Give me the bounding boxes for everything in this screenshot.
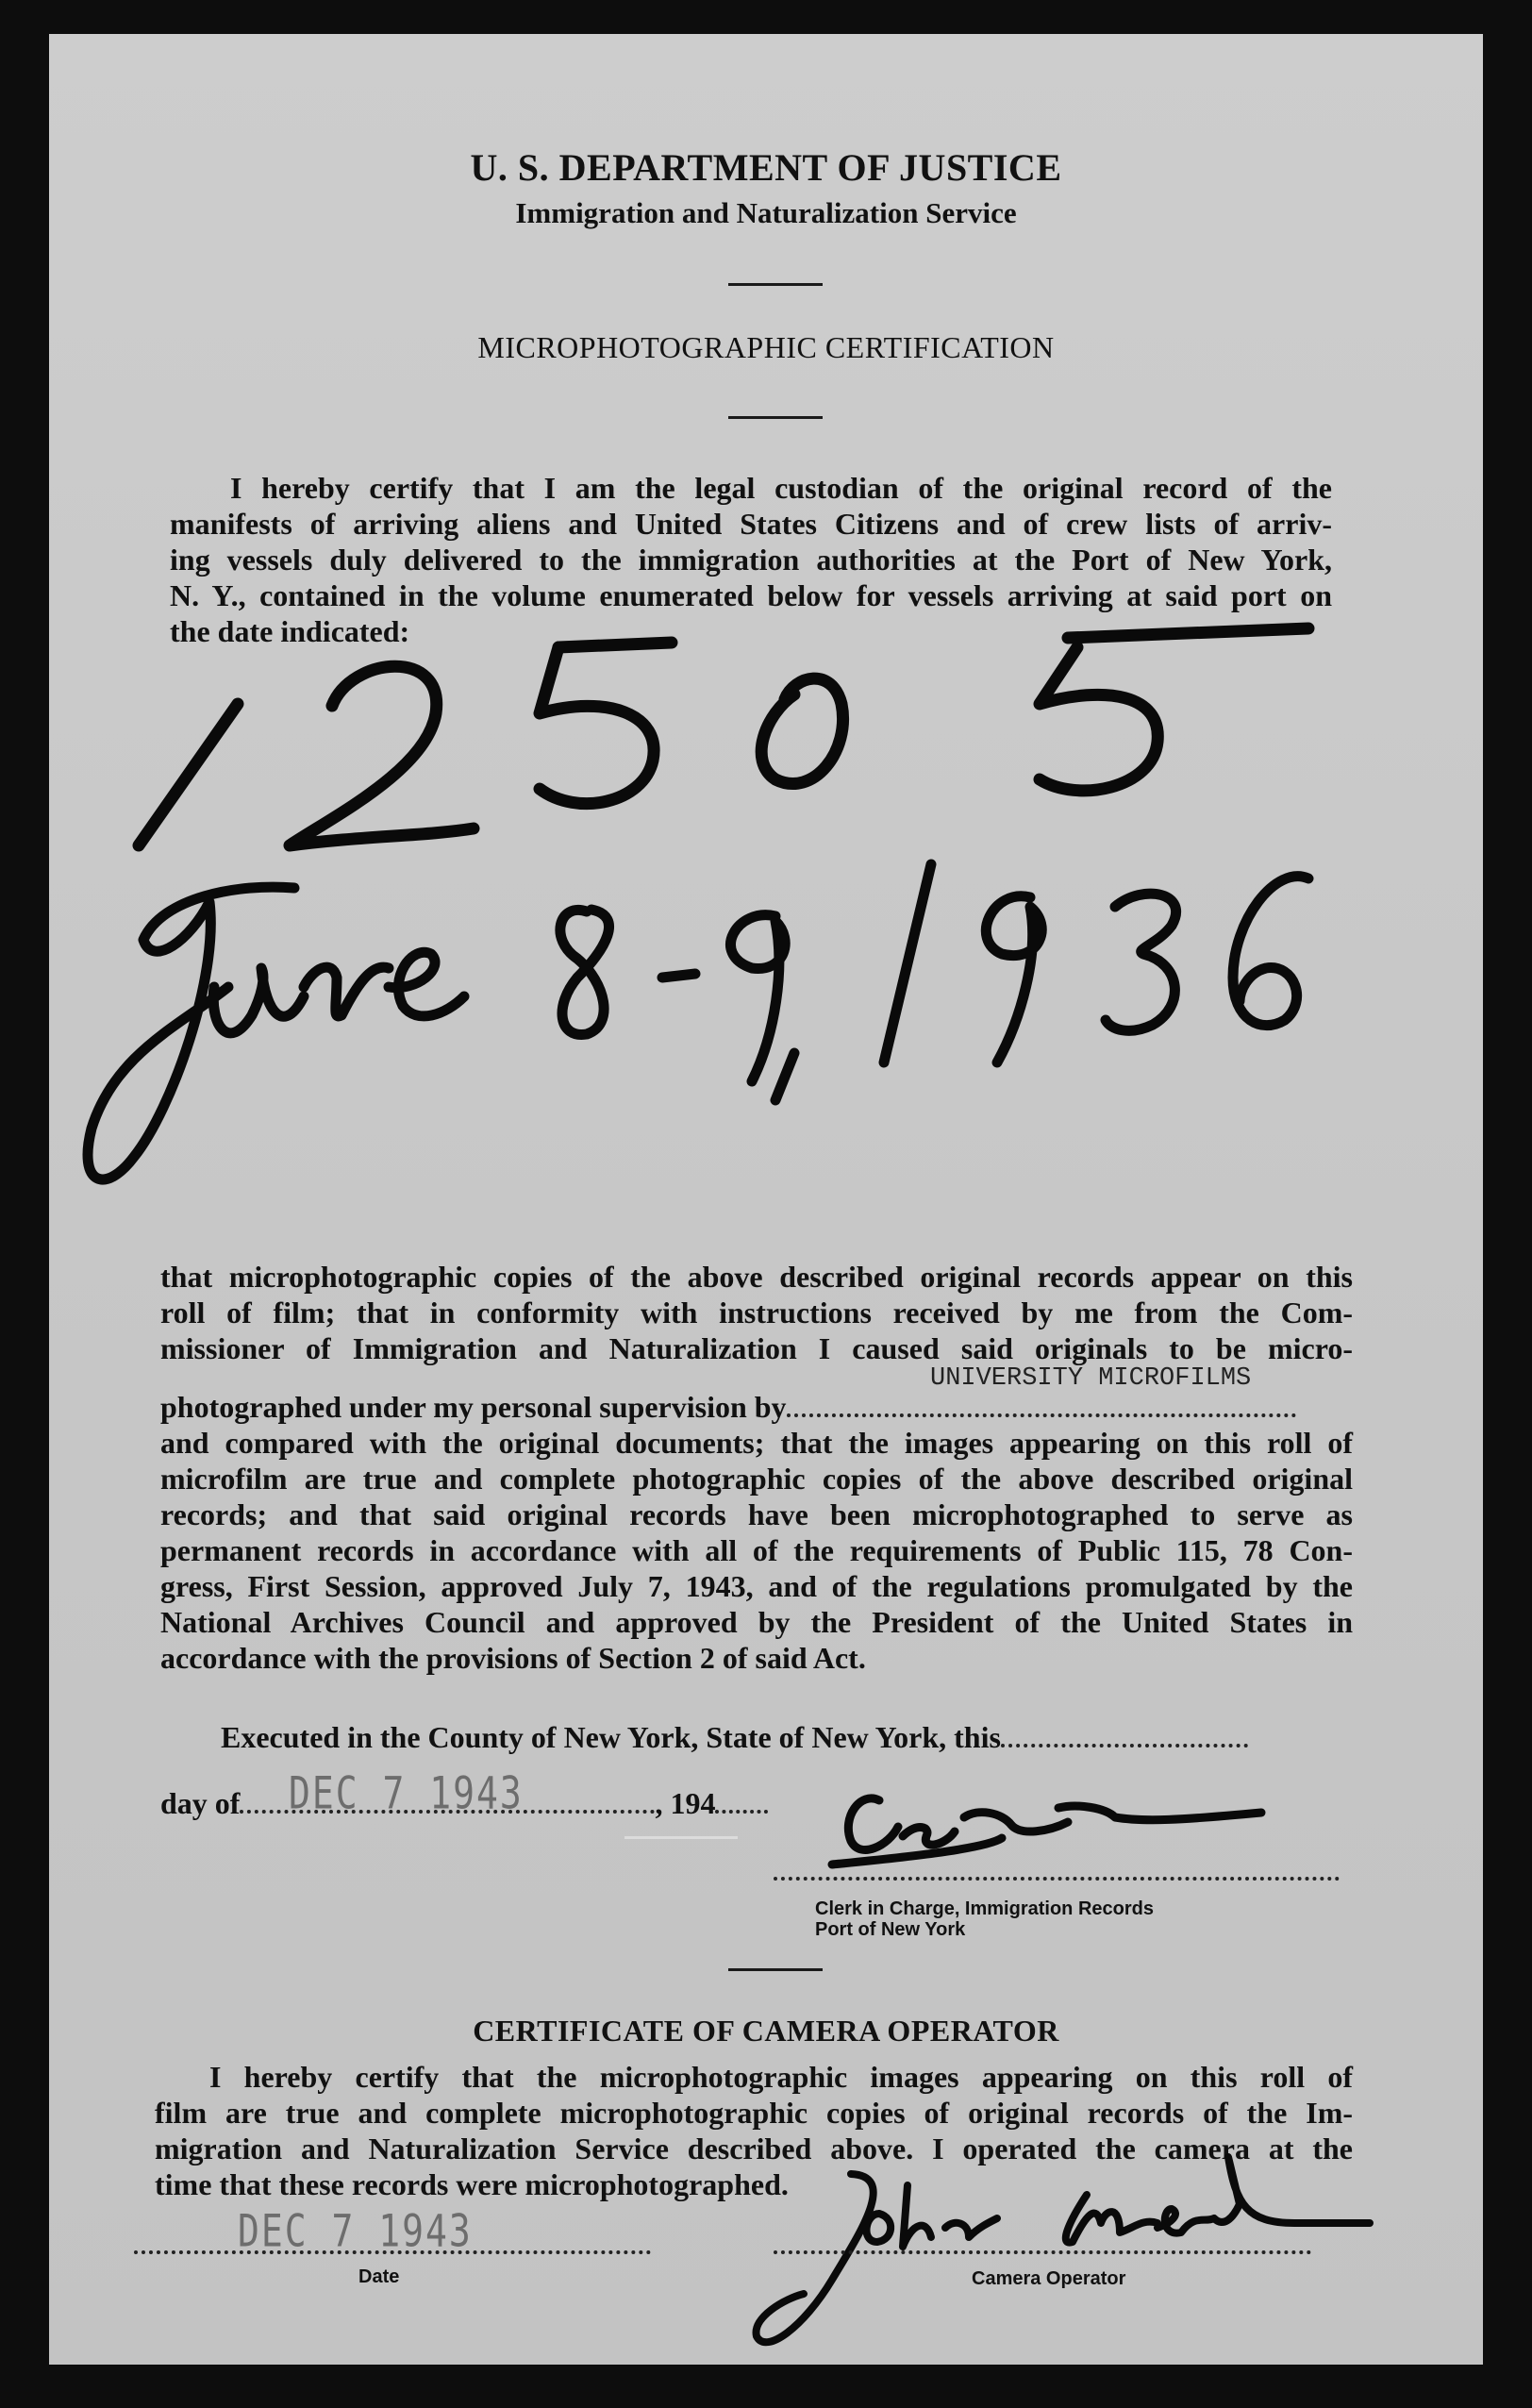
- camera-line: migration and Naturalization Service described above. I operated the camera at the: [155, 2132, 1353, 2166]
- body-line: National Archives Council and approved by the President of the United States in: [160, 1605, 1353, 1639]
- supervision-prefix: photographed under my personal supervision by: [160, 1390, 787, 1424]
- day-of-label: day of: [160, 1786, 241, 1820]
- camera-line: film are true and complete microphotographic copies of original records of the Im-: [155, 2096, 1353, 2130]
- body-line: permanent records in accordance with all of the requirements of Public 115, 78 Con-: [160, 1533, 1353, 1567]
- body-line: and compared with the original documents; that the images appearing on this roll of: [160, 1426, 1353, 1460]
- operator-signature-drawing: [49, 34, 1483, 2365]
- clerk-title-line-1: Clerk in Charge, Immigration Records: [815, 1898, 1154, 1919]
- intro-line-last: the date indicated:: [170, 614, 410, 648]
- intro-line: N. Y., contained in the volume enumerated below for vessels arriving at said port on: [170, 578, 1332, 612]
- camera-line-last: time that these records were microphotographed.: [155, 2167, 789, 2201]
- supervisor-name: UNIVERSITY MICROFILMS: [930, 1364, 1252, 1393]
- date-label: Date: [358, 2266, 400, 2287]
- executed-text: Executed in the County of New York, State of New York, this: [221, 1720, 1001, 1754]
- camera-heading: CERTIFICATE OF CAMERA OPERATOR: [473, 2014, 1059, 2048]
- body-line-last: accordance with the provisions of Section 2 of said Act.: [160, 1641, 866, 1675]
- body-line: records; and that said original records have been microphotographed to serve as: [160, 1497, 1353, 1531]
- body-line: that microphotographic copies of the above described original records appear on this: [160, 1260, 1353, 1294]
- operator-dotted-line: [774, 2245, 1311, 2254]
- body-line: roll of film; that in conformity with instructions received by me from the Com-: [160, 1296, 1353, 1329]
- year-prefix: , 194: [655, 1786, 716, 1820]
- intro-line: I hereby certify that I am the legal custodian of the original record of the: [230, 471, 1332, 505]
- certification-heading: MICROPHOTOGRAPHIC CERTIFICATION: [477, 330, 1055, 364]
- camera-line: I hereby certify that the microphotographic images appearing on this roll of: [209, 2060, 1353, 2094]
- camera-date-stamp: DEC 7 1943: [238, 2204, 473, 2257]
- body-line: gress, First Session, approved July 7, 1943, and of the regulations promulgated by the: [160, 1569, 1353, 1603]
- certificate-page: [49, 34, 1483, 2365]
- smudge: [624, 1836, 738, 1839]
- body-line: microfilm are true and complete photographic copies of the above described original: [160, 1462, 1353, 1496]
- clerk-title-line-2: Port of New York: [815, 1919, 966, 1940]
- department-title: U. S. DEPARTMENT OF JUSTICE: [470, 146, 1062, 189]
- intro-line: manifests of arriving aliens and United States Citizens and of crew lists of arriv-: [170, 507, 1332, 541]
- intro-line: ing vessels duly delivered to the immigration authorities at the Port of New York,: [170, 543, 1332, 577]
- body-line: missioner of Immigration and Naturalization I caused said originals to be micro-: [160, 1331, 1353, 1365]
- operator-line: [774, 2242, 1311, 2259]
- service-subtitle: Immigration and Naturalization Service: [515, 196, 1017, 229]
- operator-label: Camera Operator: [972, 2268, 1126, 2289]
- execution-date-stamp: DEC 7 1943: [289, 1766, 524, 1819]
